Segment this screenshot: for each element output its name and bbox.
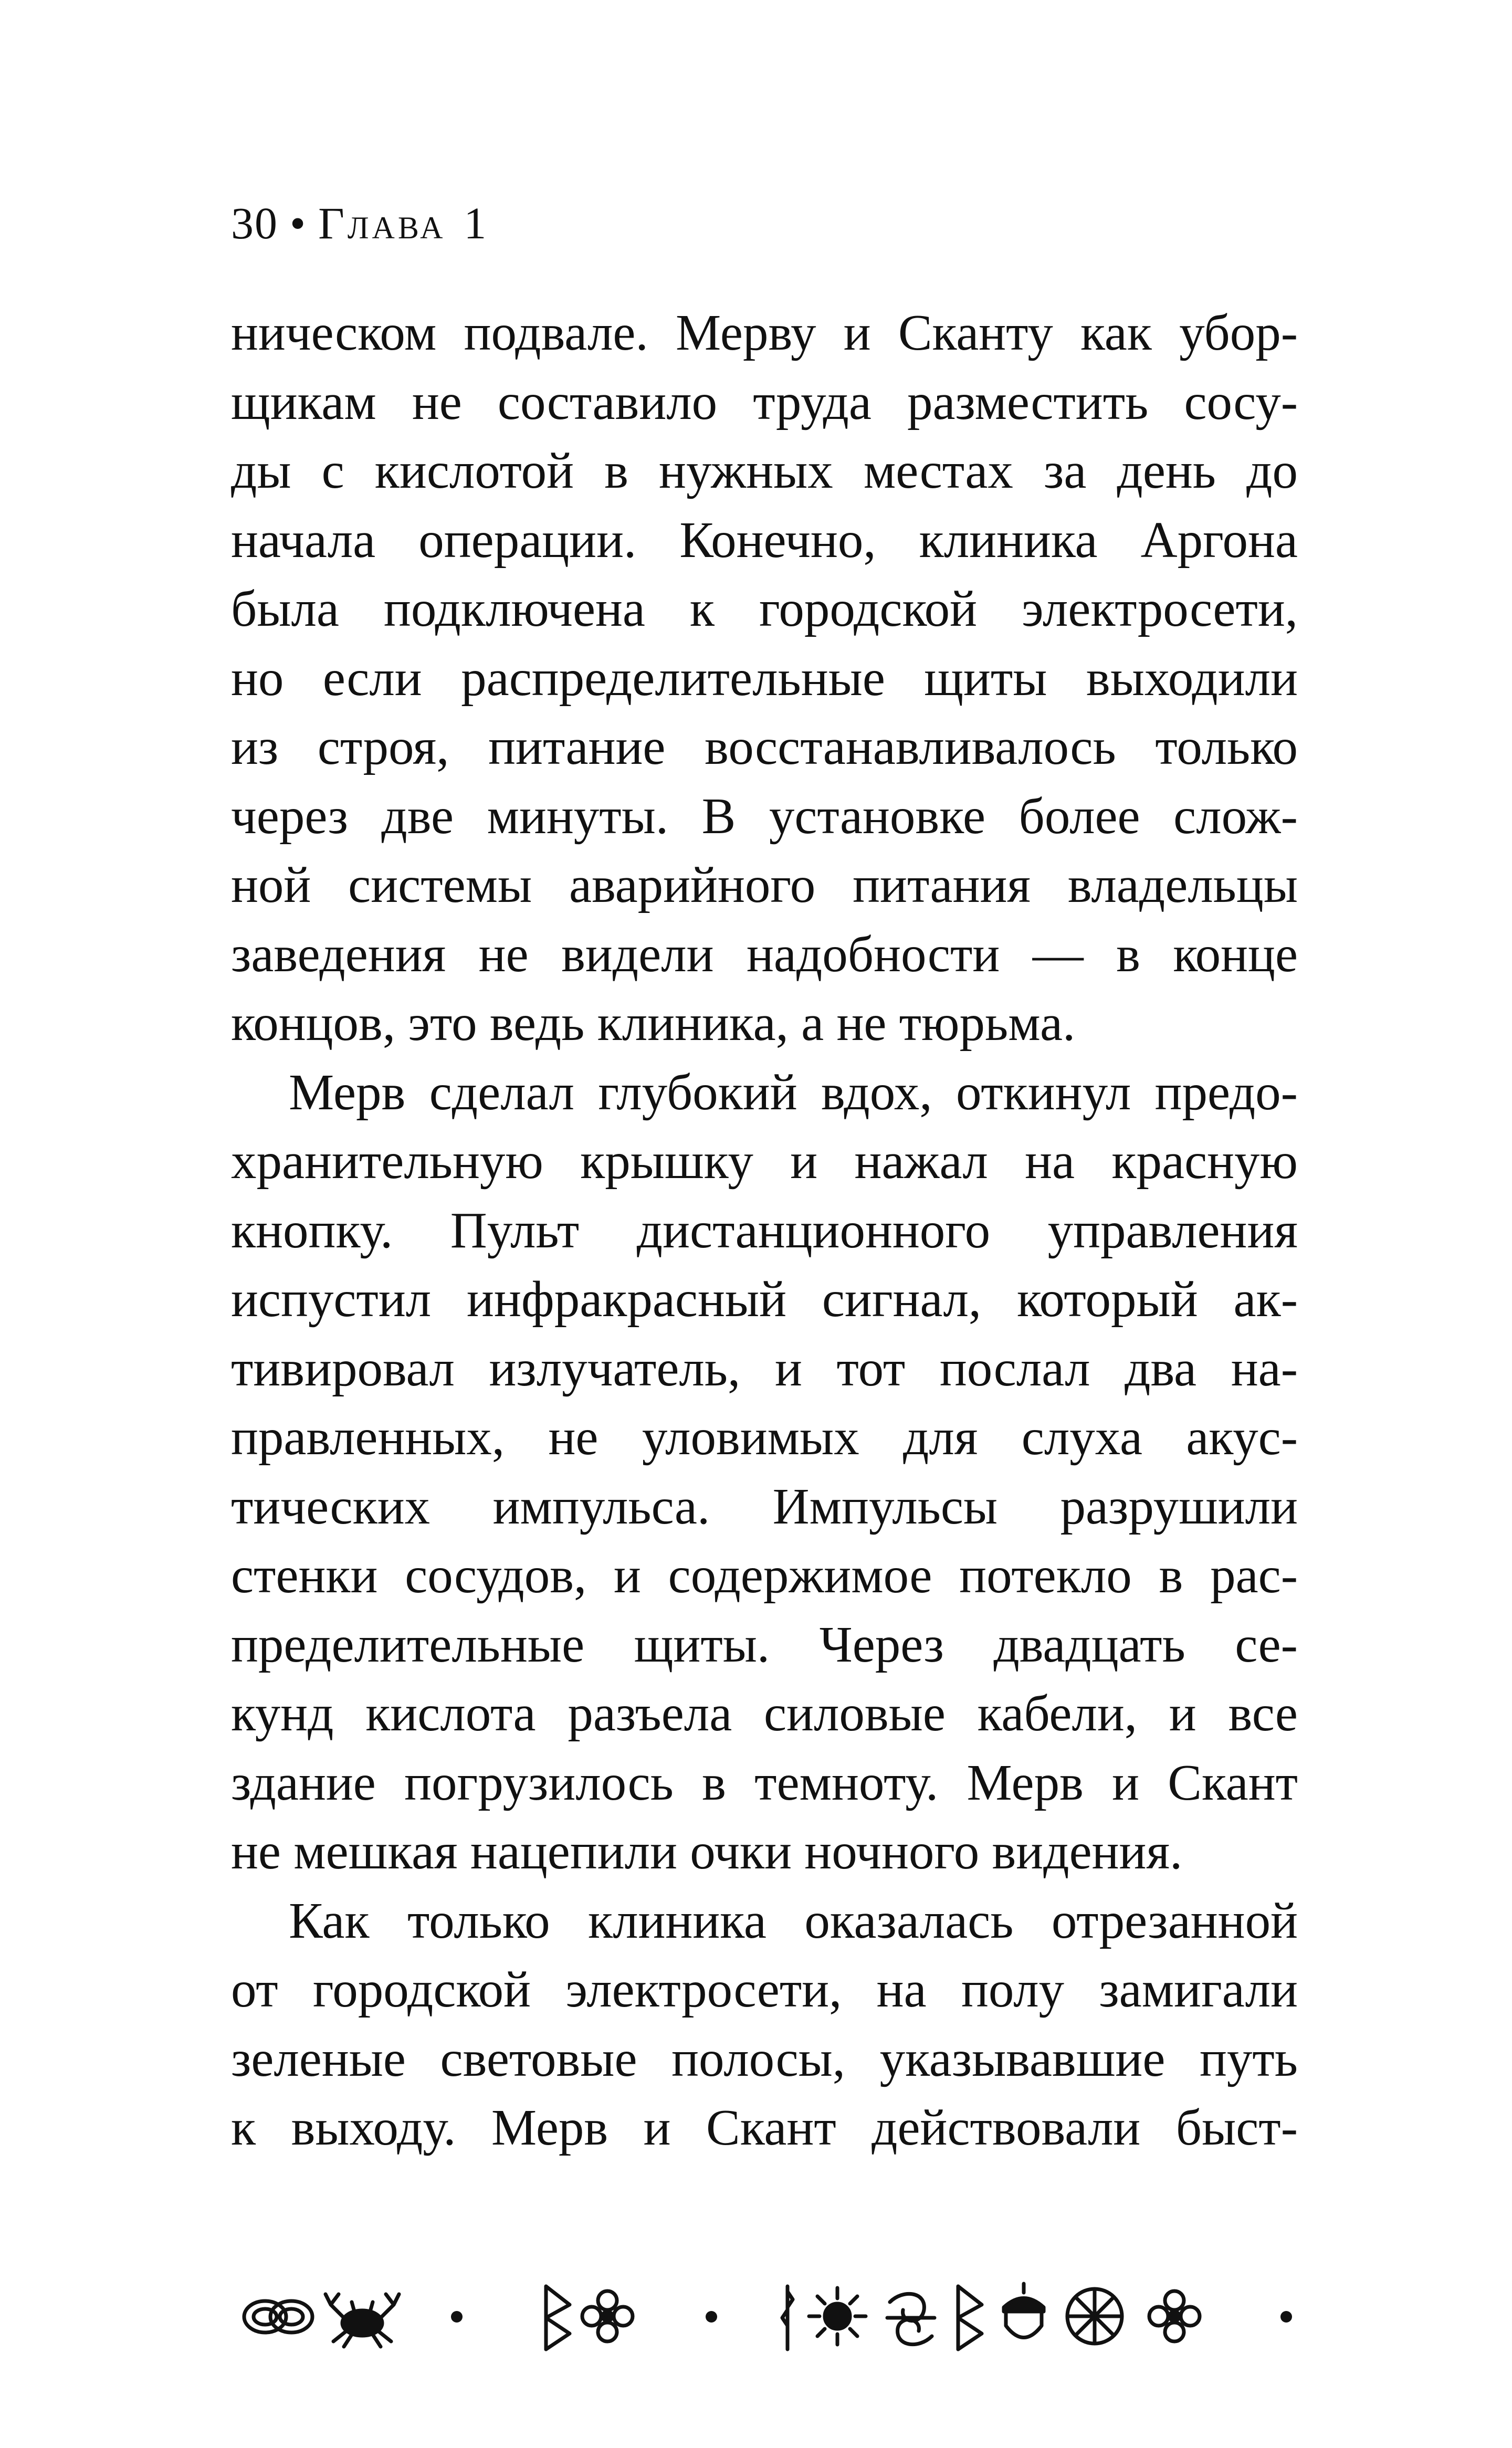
text-line: кнопку. Пульт дистанционного управления [231,1202,1298,1258]
rune-b-icon [546,2286,570,2349]
text-line: тических импульса. Импульсы разрушили [231,1478,1298,1535]
text-line: заведения не видели надобности — в конце [231,926,1298,982]
text-line: ническом подвале. Мерву и Сканту как убор- [231,304,1298,361]
text-line: хранительную крышку и нажал на красную [231,1133,1298,1189]
text-line: из строя, питание восстанавливалось только [231,719,1298,775]
text-line: зеленые световые полосы, указывавшие путь [231,2030,1298,2087]
text-line: начала операции. Конечно, клиника Аргона [231,511,1298,568]
text-line: ной системы аварийного питания владельцы [231,857,1298,913]
quatrefoil-icon [582,2291,633,2341]
text-line: тивировал излучатель, и тот послал два на- [231,1340,1298,1396]
quatrefoil-icon [1149,2291,1200,2341]
page-number: 30 [231,198,278,248]
sun-icon [809,2288,866,2345]
text-line: щикам не составило труда разместить сосу- [231,373,1298,430]
header-separator: • [290,198,307,248]
text-line: правленных, не уловимых для слуха акус- [231,1409,1298,1465]
text-line: концов, это ведь клиника, а не тюрьма. [231,995,1076,1051]
dot-icon [1280,2311,1292,2323]
text-line: через две минуты. В установке более слож- [231,787,1298,844]
text-line: кунд кислота разъела силовые кабели, и все [231,1685,1298,1741]
swirl-icon [887,2294,934,2344]
crossed-circle-icon [1067,2289,1122,2344]
staff-icon [782,2286,793,2349]
acorn-icon [1004,2284,1044,2338]
dot-icon [706,2311,717,2323]
chapter-number: 1 [464,198,488,248]
text-line: от городской электросети, на полу замигали [231,1961,1298,2018]
text-line: Как только клиника оказалась отрезанной [289,1892,1298,1949]
footer-ornament [231,2276,1302,2355]
chapter-label: Глава [318,198,446,248]
text-line: пределительные щиты. Через двадцать се- [231,1616,1298,1673]
text-line: ды с кислотой в нужных местах за день до [231,443,1298,499]
running-head [231,197,487,249]
text-line: Мерв сделал глубокий вдох, откинул предо- [289,1064,1298,1120]
text-line: к выходу. Мерв и Скант действовали быст- [231,2099,1298,2156]
text-line: испустил инфракрасный сигнал, который ак- [231,1271,1298,1327]
text-line: не мешкая нацепили очки ночного видения. [231,1823,1183,1879]
text-line: стенки сосудов, и содержимое потекло в рас- [231,1547,1298,1603]
ornament-strip [231,2276,1302,2355]
rune-b-icon [958,2286,982,2349]
text-line: здание погрузилось в темноту. Мерв и Скант [231,1754,1298,1811]
crab-icon [326,2294,399,2347]
body-text [231,298,1298,2162]
dot-icon [451,2311,463,2323]
text-line: но если распределительные щиты выходили [231,649,1298,706]
infinity-knot-icon [244,2301,312,2333]
text-line: была подключена к городской электросети, [231,581,1298,637]
